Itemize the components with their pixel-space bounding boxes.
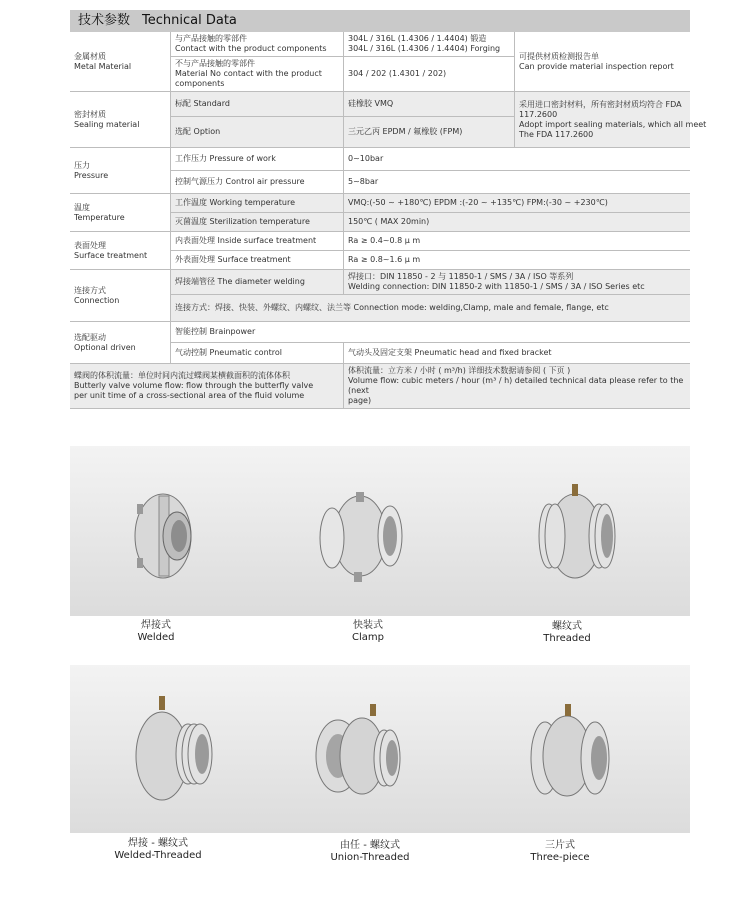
product-label-threaded: 螺纹式 Threaded <box>543 621 591 644</box>
product-label-three-piece: 三片式 Three-piece <box>530 840 590 863</box>
sealing-option: 选配 Option <box>171 117 344 148</box>
air-pressure-value: 5~8bar <box>344 171 691 194</box>
section-header <box>70 10 690 32</box>
product-label-welded-threaded: 焊接 - 螺纹式 Welded-Threaded <box>114 838 202 861</box>
sterilization-temperature-value: 150℃ ( MAX 20min) <box>344 213 691 232</box>
welding-connection-value: 焊接口：DIN 11850 - 2 与 11850-1 / SMS / 3A / ISO 等系列 Welding connection: DIN 11850-2 with 11850-1 / SMS / 3A / ISO Series etc <box>344 270 691 295</box>
inside-surface-value: Ra ≥ 0.4~0.8 μ m <box>344 232 691 251</box>
union-threaded-valve-image <box>300 700 410 810</box>
connection-label: 连接方式 Connection <box>70 270 171 322</box>
table-row <box>70 270 690 295</box>
table-row <box>70 322 690 343</box>
temperature-label: 温度 Temperature <box>70 194 171 232</box>
welded-valve-image <box>115 478 205 588</box>
sterilization-temperature: 灭菌温度 Sterilization temperature <box>171 213 344 232</box>
table-row <box>70 364 690 409</box>
brainpower: 智能控制 Brainpower <box>171 322 691 343</box>
welding-diameter: 焊接端管径 The diameter welding <box>171 270 344 295</box>
product-label-union-threaded: 由任 - 螺纹式 Union-Threaded <box>330 840 410 863</box>
inside-surface: 内表面处理 Inside surface treatment <box>171 232 344 251</box>
table-row <box>70 148 690 171</box>
table-row <box>70 232 690 251</box>
header-title-cn: 技术参数 <box>78 13 131 28</box>
noncontact-material-value: 304 / 202 (1.4301 / 202) <box>344 57 515 92</box>
table-row <box>70 32 690 57</box>
noncontact-components-cell: 不与产品接触的零部件 Material No contact with the product components <box>171 57 344 92</box>
sealing-material-label: 密封材质 Sealing material <box>70 92 171 148</box>
work-pressure-value: 0~10bar <box>344 148 691 171</box>
three-piece-valve-image <box>515 700 625 810</box>
pneumatic-control: 气动控制 Pneumatic control <box>171 343 344 364</box>
contact-material-value: 304L / 316L (1.4306 / 1.4404) 锻造 304L / 316L (1.4306 / 1.4404) Forging <box>344 32 515 57</box>
pressure-label: 压力 Pressure <box>70 148 171 194</box>
outside-surface: 外表面处理 Surface treatment <box>171 251 344 270</box>
volume-flow-definition: 蝶阀的体积流量：单位时间内流过蝶阀某横截面积的流体体积 Butterly valve volume flow: flow through the butterfly valve per unit time of a cross-sectional area of the fluid volume <box>70 364 344 409</box>
product-label-clamp: 快装式 Clamp <box>352 620 384 643</box>
threaded-valve-image <box>525 478 625 588</box>
volume-flow-units: 体积流量：立方米 / 小时 ( m³/h) 详细技术数据请参阅 ( 下页 ) Volume flow: cubic meters / hour (m³ / h) detailed technical data please refer to the (next page) <box>344 364 691 409</box>
work-pressure: 工作压力 Pressure of work <box>171 148 344 171</box>
surface-treatment-label: 表面处理 Surface treatment <box>70 232 171 270</box>
table-row <box>70 92 690 117</box>
working-temperature-value: VMQ:(-50 ~ +180℃) EPDM :(-20 ~ +135℃) FPM:(-30 ~ +230℃) <box>344 194 691 213</box>
table-row <box>70 194 690 213</box>
pneumatic-control-value: 气动头及固定支架 Pneumatic head and fixed bracket <box>344 343 691 364</box>
clamp-valve-image <box>310 478 410 588</box>
working-temperature: 工作温度 Working temperature <box>171 194 344 213</box>
fda-note: 采用进口密封材料，所有密封材质均符合 FDA 117.2600 Adopt import sealing materials, which all meet The FDA 117.2600 <box>515 92 691 148</box>
product-label-welded: 焊接式 Welded <box>137 620 175 643</box>
outside-surface-value: Ra ≥ 0.8~1.6 μ m <box>344 251 691 270</box>
connection-mode: 连接方式：焊接、快装、外螺纹、内螺纹、法兰等 Connection mode: welding,Clamp, male and female, flange, etc <box>171 295 691 322</box>
header-title-en: Technical Data <box>142 13 237 28</box>
air-pressure: 控制气源压力 Control air pressure <box>171 171 344 194</box>
contact-components-cell: 与产品接触的零部件 Contact with the product components <box>171 32 344 57</box>
sealing-standard: 标配 Standard <box>171 92 344 117</box>
inspection-report-note: 可提供材质检测报告单 Can provide material inspection report <box>515 32 691 92</box>
technical-data-table <box>70 32 707 409</box>
metal-material-label: 金属材质 Metal Material <box>70 32 171 92</box>
welded-threaded-valve-image <box>118 692 218 812</box>
optional-driven-label: 选配驱动 Optional driven <box>70 322 171 364</box>
sealing-standard-value: 硅橡胶 VMQ <box>344 92 515 117</box>
sealing-option-value: 三元乙丙 EPDM / 氟橡胶 (FPM) <box>344 117 515 148</box>
